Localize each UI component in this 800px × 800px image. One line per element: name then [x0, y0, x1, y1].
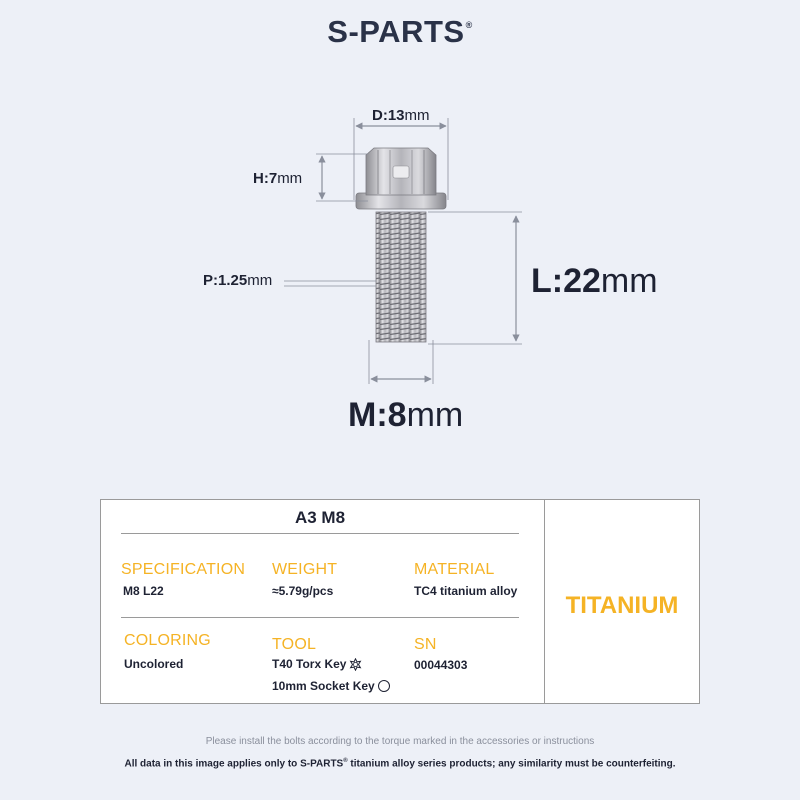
card-title: A3 M8: [294, 508, 346, 527]
tool-label: TOOL: [272, 636, 317, 653]
dimension-h-value: :7: [263, 170, 278, 187]
dimension-d-value: :13: [382, 107, 405, 124]
specification-label: SPECIFICATION: [121, 561, 246, 578]
dimension-d: [372, 107, 430, 124]
card-divider-top: [121, 533, 519, 534]
dimension-m-unit: mm: [406, 396, 464, 434]
dimension-p: [203, 272, 272, 289]
dimension-l: [531, 262, 658, 301]
footer-note: Please install the bolts according to the torque marked in the accessories or instructions: [205, 736, 595, 747]
dimension-h-unit: mm: [277, 170, 303, 187]
torx-icon: [349, 658, 362, 671]
disclaimer-start: All data in this image applies only to S-PARTS: [124, 758, 344, 770]
dimension-l-letter: L: [531, 262, 552, 300]
sn-value: 00044303: [414, 658, 468, 672]
tool-torx-text: T40 Torx Key: [272, 657, 347, 671]
dimension-h: [253, 170, 302, 187]
coloring-value: Uncolored: [124, 657, 184, 671]
tool-value-torx: [272, 657, 362, 671]
tool-socket-text: 10mm Socket Key: [272, 679, 375, 693]
material-label: MATERIAL: [414, 561, 495, 578]
dimension-p-letter: P: [203, 272, 214, 289]
disclaimer-end: titanium alloy series products; any similarity must be counterfeiting.: [347, 758, 676, 770]
dimension-m: [348, 396, 463, 435]
dimension-p-value: :1.25: [213, 272, 248, 289]
specification-value: M8 L22: [123, 584, 164, 598]
registered-mark: ®: [465, 20, 473, 30]
disclaimer-mark: ®: [343, 758, 348, 764]
dimension-h-letter: H: [253, 170, 264, 187]
dimension-l-unit: mm: [600, 262, 658, 300]
coloring-label: COLORING: [124, 632, 211, 649]
footer-disclaimer: [0, 758, 800, 769]
dimension-l-value: :22: [551, 262, 601, 300]
dimension-d-unit: mm: [404, 107, 430, 124]
socket-circle-icon: [378, 680, 390, 692]
dimension-m-value: :8: [376, 396, 407, 434]
weight-label: WEIGHT: [272, 561, 338, 578]
dimension-d-letter: D: [372, 107, 383, 124]
dimension-p-unit: mm: [247, 272, 273, 289]
dimension-m-letter: M: [348, 396, 377, 434]
tool-value-socket: [272, 679, 390, 693]
brand-name: S-PARTS: [327, 14, 465, 49]
card-divider-middle: [121, 617, 519, 618]
titanium-badge: TITANIUM: [565, 592, 679, 619]
bolt-shank: [376, 212, 426, 342]
sn-label: SN: [414, 636, 437, 653]
material-value: TC4 titanium alloy: [414, 584, 518, 598]
spec-card: [100, 499, 700, 704]
weight-value: ≈5.79g/pcs: [272, 584, 334, 598]
